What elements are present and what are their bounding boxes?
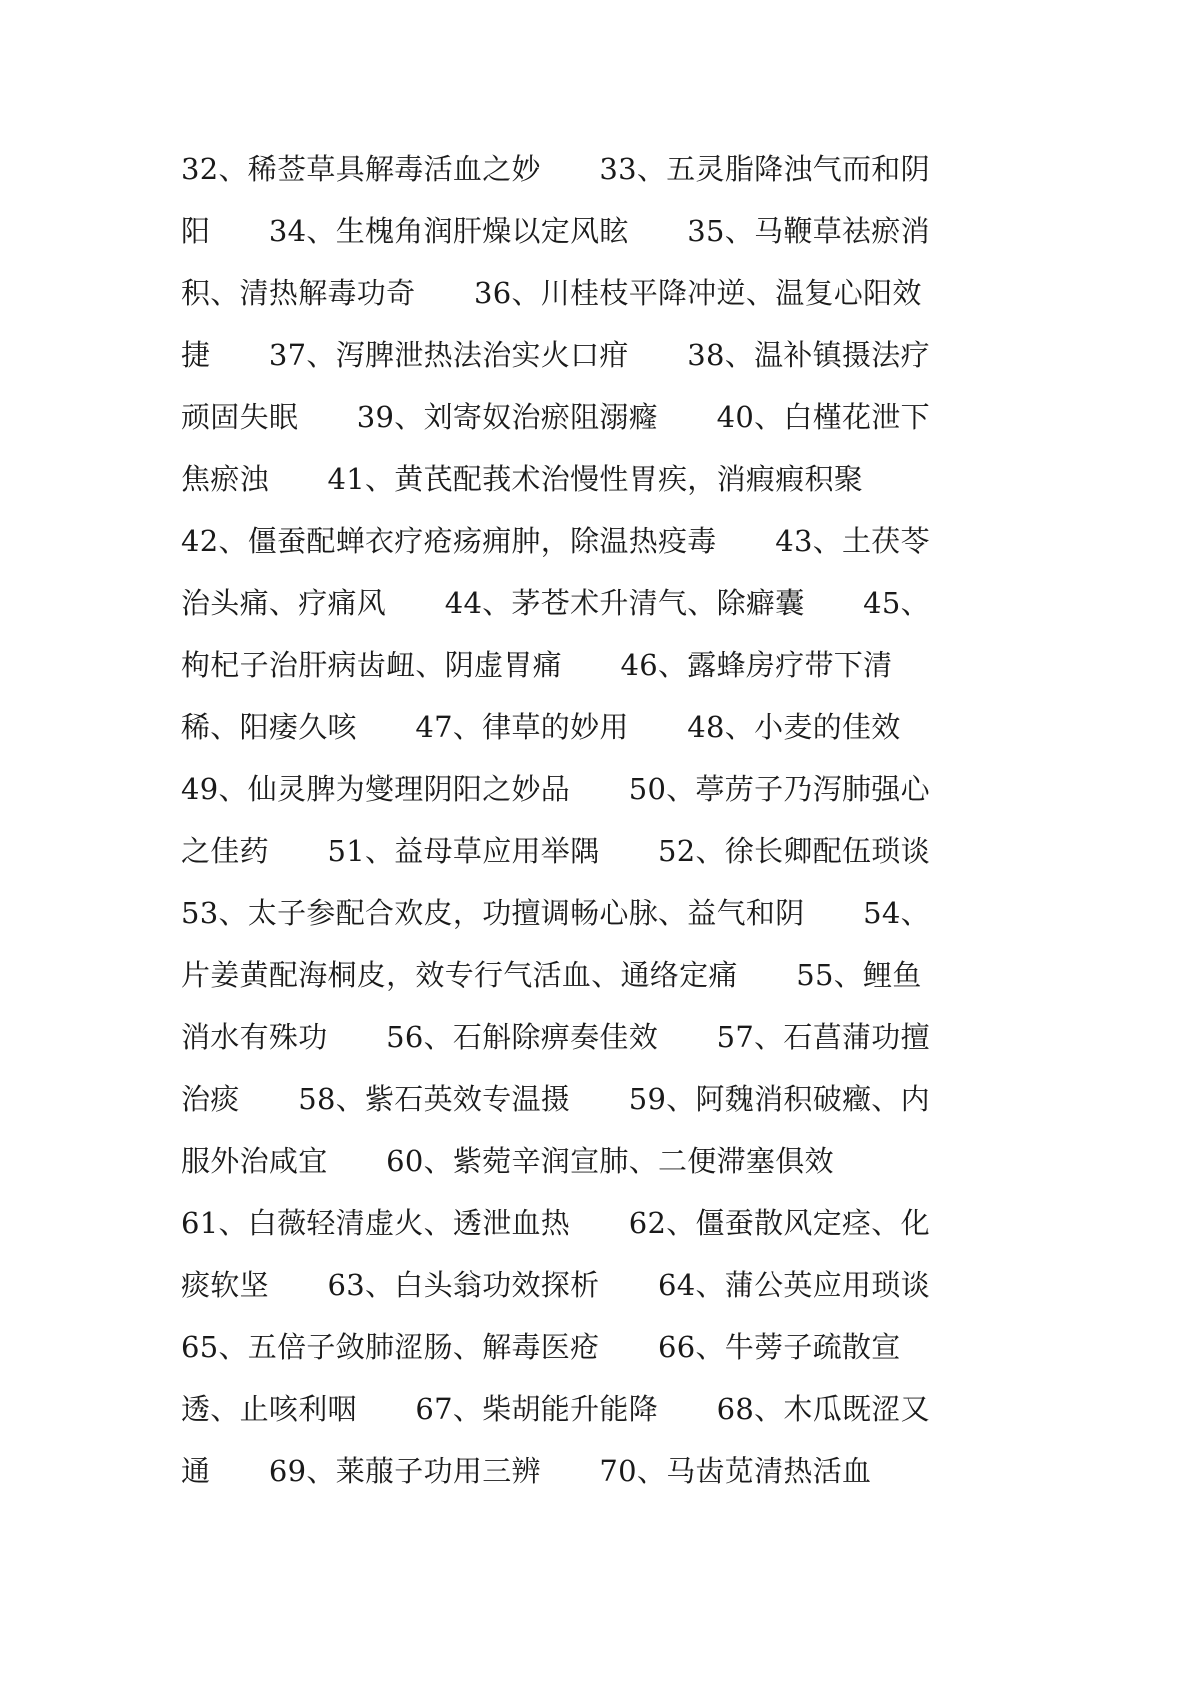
text-line: 61、白薇轻清虚火、透泄血热 62、僵蚕散风定痉、化: [181, 1206, 930, 1240]
text-line: 捷 37、泻脾泄热法治实火口疳 38、温补镇摄法疗: [181, 338, 930, 372]
text-line: 53、太子参配合欢皮，功擅调畅心脉、益气和阴 54、: [181, 896, 930, 930]
text-line: 之佳药 51、益母草应用举隅 52、徐长卿配伍琐谈: [181, 834, 930, 868]
text-line: 42、僵蚕配蝉衣疗疮疡痈肿，除温热疫毒 43、土茯苓: [181, 524, 930, 558]
text-line: 通 69、莱菔子功用三辨 70、马齿苋清热活血: [181, 1454, 872, 1488]
text-line: 焦瘀浊 41、黄芪配莪术治慢性胃疾，消瘕瘕积聚: [181, 462, 864, 496]
text-line: 治头痛、疗痛风 44、茅苍术升清气、除癖囊 45、: [181, 586, 930, 620]
text-line: 透、止咳利咽 67、柴胡能升能降 68、木瓜既涩又: [181, 1392, 930, 1426]
text-line: 65、五倍子敛肺涩肠、解毒医疮 66、牛蒡子疏散宣: [181, 1330, 901, 1364]
text-line: 消水有殊功 56、石斛除痹奏佳效 57、石菖蒲功擅: [181, 1020, 930, 1054]
body-text: [181, 138, 1001, 1502]
text-line: 片姜黄配海桐皮，效专行气活血、通络定痛 55、鲤鱼: [181, 958, 922, 992]
text-line: 32、稀莶草具解毒活血之妙 33、五灵脂降浊气而和阴: [181, 152, 930, 186]
text-line: 阳 34、生槐角润肝燥以定风眩 35、马鞭草祛瘀消: [181, 214, 930, 248]
text-line: 枸杞子治肝病齿衄、阴虚胃痛 46、露蜂房疗带下清: [181, 648, 893, 682]
text-line: 顽固失眠 39、刘寄奴治瘀阻溺癃 40、白槿花泄下: [181, 400, 930, 434]
text-line: 痰软坚 63、白头翁功效探析 64、蒲公英应用琐谈: [181, 1268, 930, 1302]
text-line: 治痰 58、紫石英效专温摄 59、阿魏消积破癥、内: [181, 1082, 930, 1116]
text-line: 稀、阳痿久咳 47、律草的妙用 48、小麦的佳效: [181, 710, 901, 744]
text-line: 49、仙灵脾为燮理阴阳之妙品 50、葶苈子乃泻肺强心: [181, 772, 930, 806]
text-line: 积、清热解毒功奇 36、川桂枝平降冲逆、温复心阳效: [181, 276, 922, 310]
text-line: 服外治咸宜 60、紫菀辛润宣肺、二便滞塞俱效: [181, 1144, 834, 1178]
